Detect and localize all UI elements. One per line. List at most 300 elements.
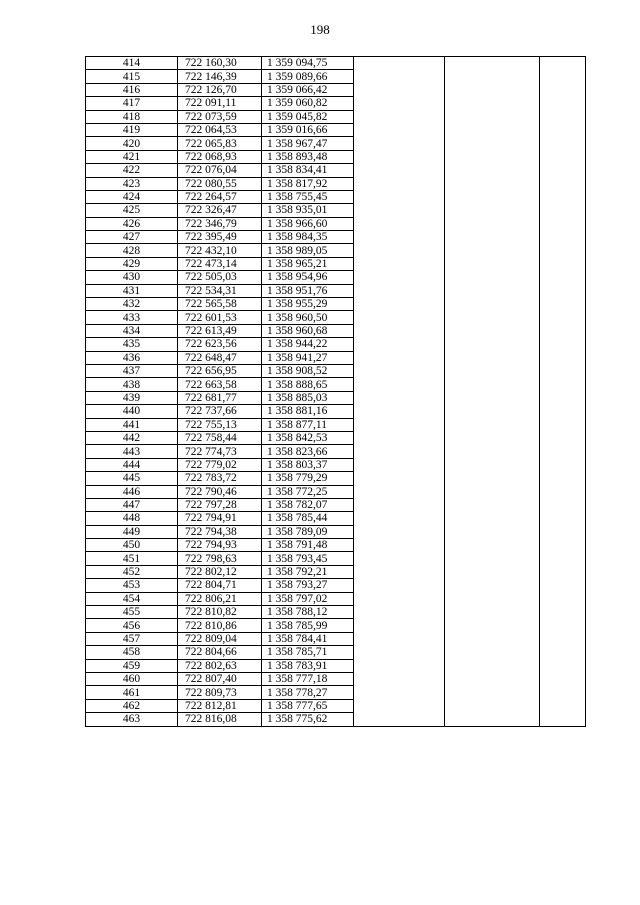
y-coordinate-cell: 1 358 777,65	[262, 699, 354, 712]
empty-cell	[354, 619, 445, 632]
x-coordinate-cell: 722 346,79	[178, 217, 262, 230]
empty-cell	[354, 552, 445, 565]
table-row	[86, 123, 586, 136]
y-coordinate-cell: 1 358 817,92	[262, 177, 354, 190]
table-row	[86, 257, 586, 270]
empty-cell	[540, 431, 586, 444]
empty-cell	[540, 619, 586, 632]
empty-cell	[354, 97, 445, 110]
y-coordinate-cell: 1 358 791,48	[262, 539, 354, 552]
empty-cell	[445, 579, 540, 592]
table-row	[86, 485, 586, 498]
x-coordinate-cell: 722 432,10	[178, 244, 262, 257]
point-number-cell: 427	[86, 231, 178, 244]
point-number-cell: 448	[86, 512, 178, 525]
empty-cell	[354, 311, 445, 324]
x-coordinate-cell: 722 794,91	[178, 512, 262, 525]
y-coordinate-cell: 1 358 984,35	[262, 231, 354, 244]
table-row	[86, 431, 586, 444]
empty-cell	[445, 592, 540, 605]
y-coordinate-cell: 1 358 966,60	[262, 217, 354, 230]
point-number-cell: 428	[86, 244, 178, 257]
empty-cell	[445, 231, 540, 244]
empty-cell	[540, 458, 586, 471]
table-row	[86, 686, 586, 699]
empty-cell	[540, 150, 586, 163]
point-number-cell: 423	[86, 177, 178, 190]
point-number-cell: 436	[86, 351, 178, 364]
empty-cell	[354, 57, 445, 70]
table-row	[86, 137, 586, 150]
empty-cell	[445, 405, 540, 418]
point-number-cell: 441	[86, 418, 178, 431]
empty-cell	[540, 177, 586, 190]
table-row	[86, 539, 586, 552]
y-coordinate-cell: 1 358 960,50	[262, 311, 354, 324]
point-number-cell: 414	[86, 57, 178, 70]
y-coordinate-cell: 1 358 793,27	[262, 579, 354, 592]
table-row	[86, 177, 586, 190]
x-coordinate-cell: 722 073,59	[178, 110, 262, 123]
empty-cell	[445, 70, 540, 83]
empty-cell	[354, 338, 445, 351]
x-coordinate-cell: 722 755,13	[178, 418, 262, 431]
empty-cell	[354, 364, 445, 377]
empty-cell	[354, 512, 445, 525]
empty-cell	[445, 271, 540, 284]
empty-cell	[445, 699, 540, 712]
empty-cell	[445, 110, 540, 123]
point-number-cell: 433	[86, 311, 178, 324]
x-coordinate-cell: 722 809,73	[178, 686, 262, 699]
empty-cell	[445, 338, 540, 351]
y-coordinate-cell: 1 358 772,25	[262, 485, 354, 498]
empty-cell	[540, 485, 586, 498]
point-number-cell: 460	[86, 672, 178, 685]
empty-cell	[445, 97, 540, 110]
table-row	[86, 646, 586, 659]
y-coordinate-cell: 1 358 834,41	[262, 164, 354, 177]
empty-cell	[445, 686, 540, 699]
empty-cell	[540, 137, 586, 150]
point-number-cell: 422	[86, 164, 178, 177]
empty-cell	[354, 177, 445, 190]
empty-cell	[354, 217, 445, 230]
point-number-cell: 447	[86, 498, 178, 511]
table-row	[86, 378, 586, 391]
empty-cell	[540, 284, 586, 297]
x-coordinate-cell: 722 080,55	[178, 177, 262, 190]
x-coordinate-cell: 722 623,56	[178, 338, 262, 351]
empty-cell	[540, 512, 586, 525]
empty-cell	[445, 150, 540, 163]
empty-cell	[540, 244, 586, 257]
table-row	[86, 405, 586, 418]
empty-cell	[445, 659, 540, 672]
empty-cell	[445, 431, 540, 444]
table-row	[86, 525, 586, 538]
empty-cell	[540, 672, 586, 685]
point-number-cell: 454	[86, 592, 178, 605]
empty-cell	[445, 284, 540, 297]
point-number-cell: 415	[86, 70, 178, 83]
x-coordinate-cell: 722 758,44	[178, 431, 262, 444]
empty-cell	[354, 298, 445, 311]
empty-cell	[354, 472, 445, 485]
empty-cell	[540, 123, 586, 136]
empty-cell	[540, 324, 586, 337]
table-row	[86, 244, 586, 257]
point-number-cell: 418	[86, 110, 178, 123]
x-coordinate-cell: 722 505,03	[178, 271, 262, 284]
y-coordinate-cell: 1 358 789,09	[262, 525, 354, 538]
y-coordinate-cell: 1 358 888,65	[262, 378, 354, 391]
point-number-cell: 461	[86, 686, 178, 699]
empty-cell	[354, 244, 445, 257]
coordinates-table-body	[86, 57, 586, 727]
y-coordinate-cell: 1 358 941,27	[262, 351, 354, 364]
table-row	[86, 217, 586, 230]
empty-cell	[540, 298, 586, 311]
table-row	[86, 592, 586, 605]
point-number-cell: 442	[86, 431, 178, 444]
table-row	[86, 298, 586, 311]
coordinates-table	[85, 56, 586, 727]
x-coordinate-cell: 722 064,53	[178, 123, 262, 136]
point-number-cell: 425	[86, 204, 178, 217]
point-number-cell: 458	[86, 646, 178, 659]
empty-cell	[540, 271, 586, 284]
table-row	[86, 57, 586, 70]
point-number-cell: 426	[86, 217, 178, 230]
table-row	[86, 324, 586, 337]
empty-cell	[540, 57, 586, 70]
table-row	[86, 512, 586, 525]
empty-cell	[354, 405, 445, 418]
empty-cell	[445, 391, 540, 404]
y-coordinate-cell: 1 358 785,99	[262, 619, 354, 632]
table-row	[86, 565, 586, 578]
point-number-cell: 445	[86, 472, 178, 485]
empty-cell	[445, 177, 540, 190]
empty-cell	[540, 190, 586, 203]
empty-cell	[354, 284, 445, 297]
point-number-cell: 439	[86, 391, 178, 404]
point-number-cell: 446	[86, 485, 178, 498]
y-coordinate-cell: 1 358 877,11	[262, 418, 354, 431]
empty-cell	[354, 592, 445, 605]
empty-cell	[445, 204, 540, 217]
y-coordinate-cell: 1 359 045,82	[262, 110, 354, 123]
point-number-cell: 424	[86, 190, 178, 203]
table-row	[86, 713, 586, 726]
empty-cell	[445, 351, 540, 364]
x-coordinate-cell: 722 809,04	[178, 632, 262, 645]
x-coordinate-cell: 722 779,02	[178, 458, 262, 471]
y-coordinate-cell: 1 358 792,21	[262, 565, 354, 578]
empty-cell	[540, 164, 586, 177]
empty-cell	[540, 351, 586, 364]
y-coordinate-cell: 1 358 785,71	[262, 646, 354, 659]
x-coordinate-cell: 722 648,47	[178, 351, 262, 364]
point-number-cell: 435	[86, 338, 178, 351]
point-number-cell: 444	[86, 458, 178, 471]
empty-cell	[445, 539, 540, 552]
x-coordinate-cell: 722 807,40	[178, 672, 262, 685]
table-row	[86, 632, 586, 645]
x-coordinate-cell: 722 804,66	[178, 646, 262, 659]
empty-cell	[445, 713, 540, 726]
y-coordinate-cell: 1 358 954,96	[262, 271, 354, 284]
x-coordinate-cell: 722 806,21	[178, 592, 262, 605]
empty-cell	[354, 324, 445, 337]
x-coordinate-cell: 722 076,04	[178, 164, 262, 177]
empty-cell	[540, 338, 586, 351]
point-number-cell: 421	[86, 150, 178, 163]
empty-cell	[445, 123, 540, 136]
empty-cell	[445, 552, 540, 565]
x-coordinate-cell: 722 473,14	[178, 257, 262, 270]
y-coordinate-cell: 1 358 775,62	[262, 713, 354, 726]
empty-cell	[445, 83, 540, 96]
empty-cell	[445, 485, 540, 498]
empty-cell	[445, 57, 540, 70]
empty-cell	[354, 431, 445, 444]
table-row	[86, 552, 586, 565]
empty-cell	[540, 391, 586, 404]
empty-cell	[445, 565, 540, 578]
empty-cell	[540, 552, 586, 565]
page-number: 198	[310, 22, 330, 37]
point-number-cell: 430	[86, 271, 178, 284]
x-coordinate-cell: 722 663,58	[178, 378, 262, 391]
point-number-cell: 457	[86, 632, 178, 645]
table-row	[86, 672, 586, 685]
table-row	[86, 418, 586, 431]
empty-cell	[540, 632, 586, 645]
empty-cell	[540, 592, 586, 605]
empty-cell	[354, 606, 445, 619]
empty-cell	[540, 231, 586, 244]
table-row	[86, 445, 586, 458]
y-coordinate-cell: 1 358 797,02	[262, 592, 354, 605]
point-number-cell: 459	[86, 659, 178, 672]
y-coordinate-cell: 1 358 803,37	[262, 458, 354, 471]
empty-cell	[445, 324, 540, 337]
x-coordinate-cell: 722 802,63	[178, 659, 262, 672]
empty-cell	[354, 632, 445, 645]
empty-cell	[540, 217, 586, 230]
table-row	[86, 351, 586, 364]
x-coordinate-cell: 722 126,70	[178, 83, 262, 96]
empty-cell	[540, 539, 586, 552]
empty-cell	[540, 713, 586, 726]
y-coordinate-cell: 1 359 089,66	[262, 70, 354, 83]
y-coordinate-cell: 1 358 881,16	[262, 405, 354, 418]
x-coordinate-cell: 722 068,93	[178, 150, 262, 163]
x-coordinate-cell: 722 812,81	[178, 699, 262, 712]
table-row	[86, 150, 586, 163]
table-row	[86, 472, 586, 485]
empty-cell	[445, 364, 540, 377]
y-coordinate-cell: 1 358 951,76	[262, 284, 354, 297]
x-coordinate-cell: 722 794,93	[178, 539, 262, 552]
y-coordinate-cell: 1 358 823,66	[262, 445, 354, 458]
x-coordinate-cell: 722 601,53	[178, 311, 262, 324]
y-coordinate-cell: 1 358 935,01	[262, 204, 354, 217]
empty-cell	[445, 311, 540, 324]
empty-cell	[540, 311, 586, 324]
empty-cell	[540, 204, 586, 217]
empty-cell	[354, 579, 445, 592]
point-number-cell: 429	[86, 257, 178, 270]
empty-cell	[540, 472, 586, 485]
empty-cell	[354, 498, 445, 511]
point-number-cell: 417	[86, 97, 178, 110]
empty-cell	[540, 83, 586, 96]
empty-cell	[540, 686, 586, 699]
empty-cell	[540, 378, 586, 391]
point-number-cell: 432	[86, 298, 178, 311]
x-coordinate-cell: 722 091,11	[178, 97, 262, 110]
empty-cell	[445, 512, 540, 525]
point-number-cell: 419	[86, 123, 178, 136]
empty-cell	[445, 606, 540, 619]
table-row	[86, 83, 586, 96]
y-coordinate-cell: 1 358 782,07	[262, 498, 354, 511]
empty-cell	[354, 686, 445, 699]
x-coordinate-cell: 722 146,39	[178, 70, 262, 83]
empty-cell	[354, 445, 445, 458]
point-number-cell: 463	[86, 713, 178, 726]
point-number-cell: 453	[86, 579, 178, 592]
empty-cell	[445, 458, 540, 471]
y-coordinate-cell: 1 358 960,68	[262, 324, 354, 337]
empty-cell	[354, 190, 445, 203]
y-coordinate-cell: 1 358 885,03	[262, 391, 354, 404]
point-number-cell: 416	[86, 83, 178, 96]
empty-cell	[354, 646, 445, 659]
y-coordinate-cell: 1 358 783,91	[262, 659, 354, 672]
empty-cell	[354, 458, 445, 471]
point-number-cell: 456	[86, 619, 178, 632]
empty-cell	[540, 364, 586, 377]
table-row	[86, 699, 586, 712]
empty-cell	[354, 70, 445, 83]
empty-cell	[540, 445, 586, 458]
empty-cell	[445, 217, 540, 230]
point-number-cell: 437	[86, 364, 178, 377]
table-row	[86, 311, 586, 324]
x-coordinate-cell: 722 802,12	[178, 565, 262, 578]
empty-cell	[445, 137, 540, 150]
empty-cell	[540, 606, 586, 619]
empty-cell	[354, 257, 445, 270]
empty-cell	[540, 110, 586, 123]
x-coordinate-cell: 722 395,49	[178, 231, 262, 244]
y-coordinate-cell: 1 358 944,22	[262, 338, 354, 351]
x-coordinate-cell: 722 681,77	[178, 391, 262, 404]
table-row	[86, 204, 586, 217]
table-row	[86, 498, 586, 511]
y-coordinate-cell: 1 358 793,45	[262, 552, 354, 565]
x-coordinate-cell: 722 783,72	[178, 472, 262, 485]
empty-cell	[354, 137, 445, 150]
empty-cell	[540, 257, 586, 270]
table-row	[86, 391, 586, 404]
table-row	[86, 659, 586, 672]
point-number-cell: 438	[86, 378, 178, 391]
empty-cell	[354, 418, 445, 431]
point-number-cell: 449	[86, 525, 178, 538]
table-row	[86, 271, 586, 284]
y-coordinate-cell: 1 358 755,45	[262, 190, 354, 203]
x-coordinate-cell: 722 737,66	[178, 405, 262, 418]
empty-cell	[445, 378, 540, 391]
empty-cell	[445, 672, 540, 685]
table-row	[86, 70, 586, 83]
y-coordinate-cell: 1 359 094,75	[262, 57, 354, 70]
empty-cell	[354, 713, 445, 726]
table-row	[86, 606, 586, 619]
empty-cell	[540, 699, 586, 712]
empty-cell	[540, 565, 586, 578]
x-coordinate-cell: 722 160,30	[178, 57, 262, 70]
y-coordinate-cell: 1 358 955,29	[262, 298, 354, 311]
table-row	[86, 190, 586, 203]
empty-cell	[540, 525, 586, 538]
y-coordinate-cell: 1 359 016,66	[262, 123, 354, 136]
point-number-cell: 455	[86, 606, 178, 619]
empty-cell	[354, 525, 445, 538]
y-coordinate-cell: 1 358 778,27	[262, 686, 354, 699]
x-coordinate-cell: 722 794,38	[178, 525, 262, 538]
x-coordinate-cell: 722 326,47	[178, 204, 262, 217]
empty-cell	[445, 298, 540, 311]
empty-cell	[354, 123, 445, 136]
empty-cell	[354, 204, 445, 217]
empty-cell	[354, 271, 445, 284]
empty-cell	[445, 418, 540, 431]
empty-cell	[445, 257, 540, 270]
table-row	[86, 164, 586, 177]
x-coordinate-cell: 722 810,86	[178, 619, 262, 632]
empty-cell	[540, 97, 586, 110]
empty-cell	[540, 418, 586, 431]
x-coordinate-cell: 722 613,49	[178, 324, 262, 337]
empty-cell	[354, 672, 445, 685]
table-row	[86, 619, 586, 632]
y-coordinate-cell: 1 358 788,12	[262, 606, 354, 619]
table-row	[86, 364, 586, 377]
x-coordinate-cell: 722 065,83	[178, 137, 262, 150]
empty-cell	[540, 405, 586, 418]
empty-cell	[354, 110, 445, 123]
point-number-cell: 443	[86, 445, 178, 458]
y-coordinate-cell: 1 358 777,18	[262, 672, 354, 685]
table-row	[86, 97, 586, 110]
empty-cell	[445, 525, 540, 538]
x-coordinate-cell: 722 797,28	[178, 498, 262, 511]
table-row	[86, 110, 586, 123]
empty-cell	[540, 70, 586, 83]
y-coordinate-cell: 1 358 989,05	[262, 244, 354, 257]
empty-cell	[354, 231, 445, 244]
x-coordinate-cell: 722 810,82	[178, 606, 262, 619]
point-number-cell: 451	[86, 552, 178, 565]
point-number-cell: 462	[86, 699, 178, 712]
y-coordinate-cell: 1 359 066,42	[262, 83, 354, 96]
